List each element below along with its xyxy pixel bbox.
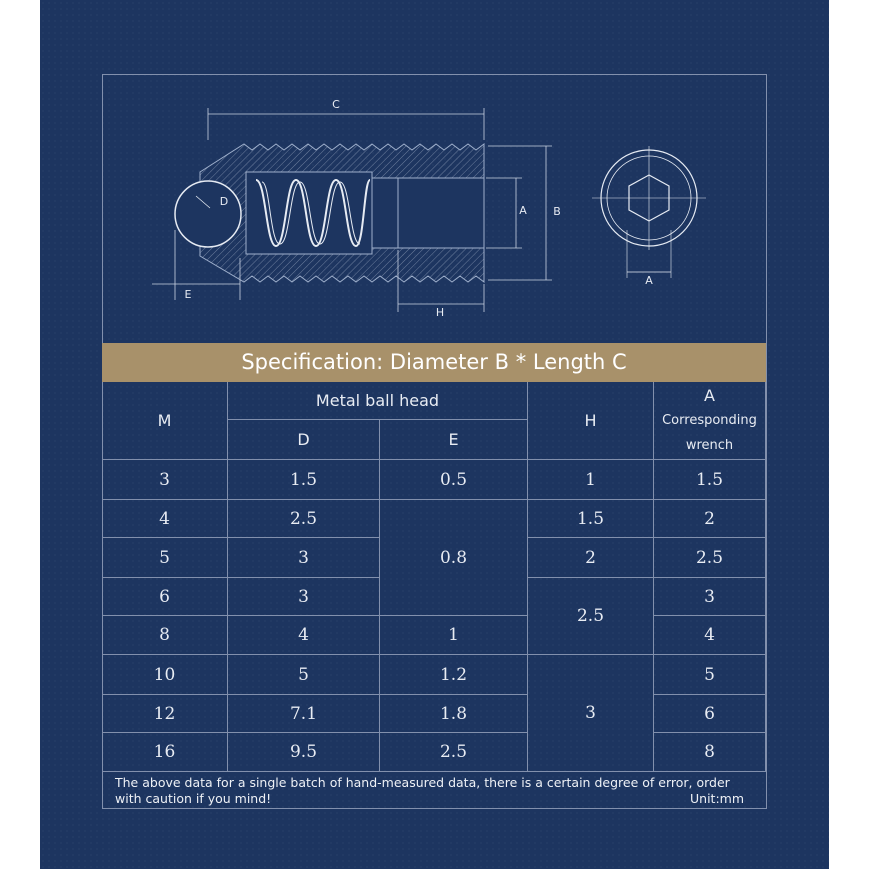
cell-e: 0.5 <box>380 460 528 500</box>
ball <box>175 181 241 247</box>
cell-d: 3 <box>228 538 380 578</box>
header-h: H <box>528 382 654 460</box>
unit-label: Unit:mm <box>690 791 745 806</box>
cell-d: 2.5 <box>228 500 380 538</box>
cell-a: 8 <box>654 733 766 772</box>
cell-h: 3 <box>528 655 654 772</box>
cell-a: 5 <box>654 655 766 695</box>
cell-h: 1 <box>528 460 654 500</box>
cell-d: 1.5 <box>228 460 380 500</box>
label-d: D <box>219 195 229 208</box>
cell-e: 1.2 <box>380 655 528 695</box>
screw-body <box>200 144 484 282</box>
cell-a: 1.5 <box>654 460 766 500</box>
header-e: E <box>380 420 528 460</box>
cell-a: 6 <box>654 695 766 733</box>
cell-m: 5 <box>102 538 228 578</box>
cell-e: 2.5 <box>380 733 528 772</box>
spec-banner: Specification: Diameter B * Length C <box>102 343 766 382</box>
cell-m: 16 <box>102 733 228 772</box>
label-a-hex: A <box>645 274 653 287</box>
cell-m: 3 <box>102 460 228 500</box>
header-a <box>654 382 766 460</box>
header-a-sub1: Corresponding <box>662 413 757 428</box>
cell-a: 4 <box>654 616 766 655</box>
cell-a: 2 <box>654 500 766 538</box>
label-b: B <box>553 205 561 218</box>
header-a-sub2: wrench <box>685 438 734 453</box>
label-c: C <box>332 98 340 111</box>
cell-m: 8 <box>102 616 228 655</box>
header-d: D <box>228 420 380 460</box>
cell-e: 0.8 <box>380 500 528 616</box>
cell-d: 5 <box>228 655 380 695</box>
cell-d: 9.5 <box>228 733 380 772</box>
cell-m: 4 <box>102 500 228 538</box>
cell-h: 2.5 <box>528 578 654 655</box>
label-e: E <box>184 288 192 301</box>
header-m: M <box>102 382 228 460</box>
cell-d: 7.1 <box>228 695 380 733</box>
label-h: H <box>435 306 445 319</box>
header-a-letter: A <box>704 386 715 405</box>
cell-e: 1 <box>380 616 528 655</box>
cell-m: 10 <box>102 655 228 695</box>
cell-d: 3 <box>228 578 380 616</box>
disclaimer-note: The above data for a single batch of hand-measured data, there is a certain degree of error, order with caution if you mind! <box>115 775 730 806</box>
cell-d: 4 <box>228 616 380 655</box>
cell-a: 2.5 <box>654 538 766 578</box>
cell-h: 2 <box>528 538 654 578</box>
end-view <box>592 146 706 278</box>
cell-e: 1.8 <box>380 695 528 733</box>
header-metal-ball-head: Metal ball head <box>228 382 528 420</box>
cell-m: 6 <box>102 578 228 616</box>
cell-m: 12 <box>102 695 228 733</box>
cell-a: 3 <box>654 578 766 616</box>
label-a-side: A <box>519 204 527 217</box>
cell-h: 1.5 <box>528 500 654 538</box>
